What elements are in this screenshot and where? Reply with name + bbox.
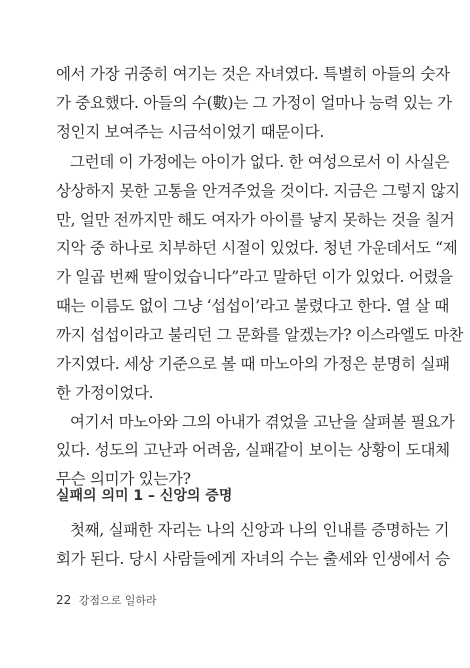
paragraph-line: 가 일곱 번째 딸이었습니다”라고 말하던 이가 있었다. 어렸을 [56,268,453,286]
paragraph-line: 가지였다. 세상 기준으로 볼 때 마노아의 가정은 분명히 실패 [56,355,450,373]
paragraph-line: 무슨 의미가 있는가? [56,470,191,488]
page-footer [56,592,157,608]
paragraph-line: 지악 중 하나로 치부하던 시절이 있었다. 청년 가운데서도 “제 [56,239,458,257]
paragraph-line: 정인지 보여주는 시금석이었기 때문이다. [56,123,324,141]
paragraph-line: 가 중요했다. 아들의 수(數)는 그 가정이 얼마나 능력 있는 가 [56,94,452,112]
paragraph-line: 첫째, 실패한 자리는 나의 신앙과 나의 인내를 증명하는 기 [70,521,450,539]
paragraph-line: 한 가정이었다. [56,384,154,402]
paragraph-line: 에서 가장 귀중히 여기는 것은 자녀였다. 특별히 아들의 숫자 [56,65,450,83]
book-title: 강점으로 일하라 [78,594,157,607]
paragraph-line: 있다. 성도의 고난과 어려움, 실패같이 보이는 상황이 도대체 [56,441,450,459]
paragraph-line: 상상하지 못한 고통을 안겨주었을 것이다. 지금은 그렇지 않지 [56,182,460,200]
paragraph-line: 만, 얼만 전까지만 해도 여자가 아이를 낳지 못하는 것을 칠거 [56,211,455,229]
paragraph-line: 그런데 이 가정에는 아이가 없다. 한 여성으로서 이 사실은 [70,153,450,171]
page-number: 22 [56,593,72,607]
section-heading: 실패의 의미 1 – 신앙의 증명 [56,488,233,504]
paragraph-line: 때는 이름도 없이 그냥 ‘섭섭이’라고 불렸다고 한다. 열 살 때 [56,297,450,315]
paragraph-line: 까지 섭섭이라고 불리던 그 문화를 알겠는가? 이스라엘도 마찬 [56,326,464,344]
paragraph-line: 여기서 마노아와 그의 아내가 겪었을 고난을 살펴볼 필요가 [70,413,455,431]
paragraph-line: 회가 된다. 당시 사람들에게 자녀의 수는 출세와 인생에서 승 [56,550,450,568]
